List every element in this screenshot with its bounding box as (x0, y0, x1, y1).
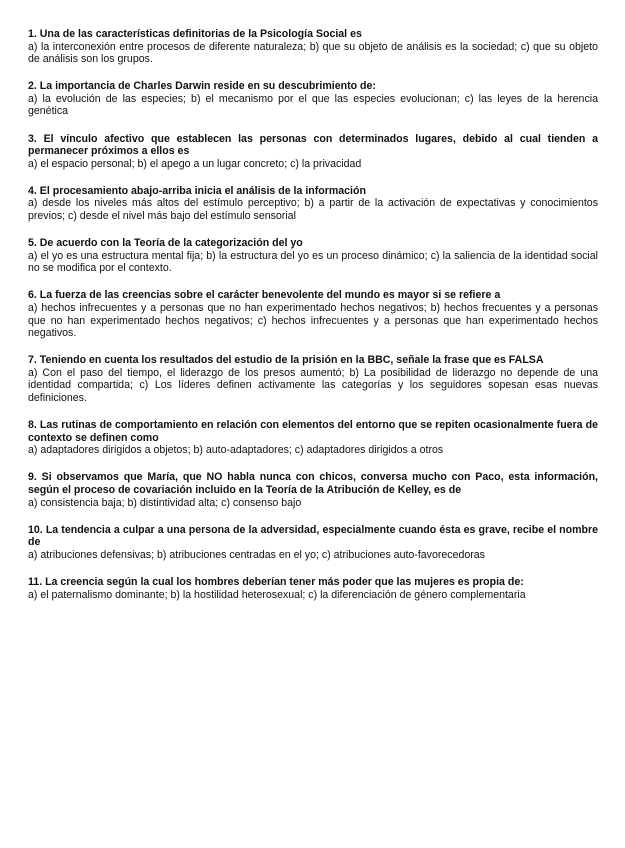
answer-options: a) desde los niveles más altos del estímulo perceptivo; b) a partir de la activación de expectativas y conocimientos previos; c) desde el nivel más bajo del estímulo sensorial (28, 197, 598, 223)
question-text: 8. Las rutinas de comportamiento en relación con elementos del entorno que se repiten ocasionalmente fuera de contexto se definen como (28, 419, 598, 444)
answer-options: a) hechos infrecuentes y a personas que no han experimentado hechos negativos; b) hechos frecuentes y a personas que no han experimentado hechos negativos; c) hechos infrecuentes y a personas que han experimentado hechos negativos. (28, 302, 598, 340)
question-document (28, 28, 598, 616)
answer-options: a) la interconexión entre procesos de diferente naturaleza; b) que su objeto de análisis es la sociedad; c) que su objeto de análisis son los grupos. (28, 40, 598, 66)
question-item (28, 471, 598, 509)
question-text: 5. De acuerdo con la Teoría de la categorización del yo (28, 237, 303, 250)
answer-options: a) Con el paso del tiempo, el liderazgo de los presos aumentó; b) La posibilidad de liderazgo no depende de una identidad compartida; c) Los líderes definen activamente las categorías y los seguidores sopesan esas nuevas definiciones. (28, 366, 598, 405)
question-text: 4. El procesamiento abajo-arriba inicia el análisis de la información (28, 184, 366, 197)
question-item (28, 419, 598, 457)
question-item (28, 133, 598, 171)
question-item (28, 237, 598, 275)
question-text: 7. Teniendo en cuenta los resultados del estudio de la prisión en la BBC, señale la frase que es FALSA (28, 354, 544, 367)
question-item (28, 576, 598, 601)
question-item (28, 28, 598, 66)
answer-options: a) la evolución de las especies; b) el mecanismo por el que las especies evolucionan; c) las leyes de la herencia genética (28, 92, 598, 118)
question-item (28, 524, 598, 562)
question-item (28, 80, 598, 118)
answer-options: a) consistencia baja; b) distintividad alta; c) consenso bajo (28, 496, 302, 509)
question-text: 1. Una de las características definitorias de la Psicología Social es (28, 28, 362, 40)
question-text: 11. La creencia según la cual los hombres deberían tener más poder que las mujeres es propia de: (28, 576, 524, 588)
question-item (28, 289, 598, 339)
answer-options: a) el espacio personal; b) el apego a un lugar concreto; c) la privacidad (28, 157, 362, 170)
question-text: 3. El vínculo afectivo que establecen las personas con determinados lugares, debido al cual tienden a permanecer próximos a ellos es (28, 132, 598, 158)
question-item (28, 185, 598, 223)
question-text: 9. Si observamos que María, que NO habla nunca con chicos, conversa mucho con Paco, esta información, según el proceso de covariación incluido en la Teoría de la Atribución de Kelley, es de (28, 471, 598, 497)
question-item (28, 354, 598, 404)
answer-options: a) adaptadores dirigidos a objetos; b) auto-adaptadores; c) adaptadores dirigidos a otros (28, 444, 444, 457)
question-text: 10. La tendencia a culpar a una persona de la adversidad, especialmente cuando ésta es grave, recibe el nombre de (28, 523, 598, 549)
answer-options: a) el paternalismo dominante; b) la hostilidad heterosexual; c) la diferenciación de género complementaria (28, 588, 526, 601)
answer-options: a) atribuciones defensivas; b) atribuciones centradas en el yo; c) atribuciones auto-favorecedoras (28, 548, 485, 561)
question-text: 6. La fuerza de las creencias sobre el carácter benevolente del mundo es mayor si se refiere a (28, 289, 501, 302)
answer-options: a) el yo es una estructura mental fija; b) la estructura del yo es un proceso dinámico; c) la saliencia de la identidad social no se modifica por el contexto. (28, 249, 598, 275)
question-text: 2. La importancia de Charles Darwin reside en su descubrimiento de: (28, 80, 376, 93)
